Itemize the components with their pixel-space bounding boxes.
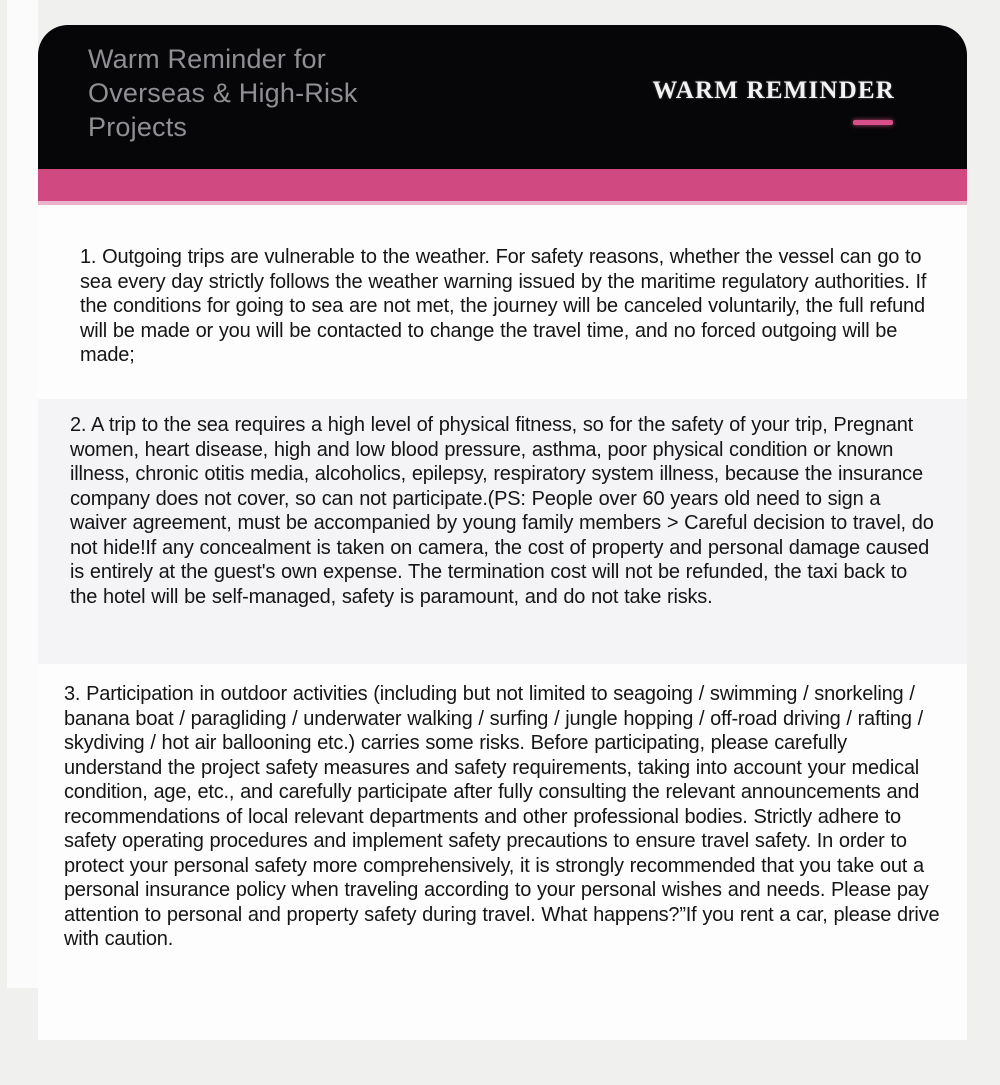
brand-wordmark: WARM REMINDER xyxy=(652,77,895,104)
notice-paragraph-1: 1. Outgoing trips are vulnerable to the weather. For safety reasons, whether the vessel can go to sea every day strictly follows the weather warning issued by the maritime regulatory authorities. If the conditions for going to sea are not met, the journey will be canceled voluntarily, the full refund will be made or you will be contacted to change the travel time, and no forced outgoing will be made; xyxy=(80,246,927,366)
notice-body xyxy=(38,205,967,1040)
warm-reminder-card xyxy=(38,25,967,1040)
notice-paragraph-3: 3. Participation in outdoor activities (including but not limited to seagoing / swimming / snorkeling / banana boat / paragliding / underwater walking / surfing / jungle hopping / off-road driving / rafting / skydiving / hot air ballooning etc.) carries some risks. Before participating, please carefully understand the project safety measures and safety requirements, taking into account your medical condition, age, etc., and carefully participate after fully consulting the relevant announcements and recommendations of local relevant departments and other professional bodies. Strictly adhere to safety operating procedures and implement safety precautions to ensure travel safety. In order to protect your personal safety more comprehensively, it is strongly recommended that you take out a personal insurance policy when traveling according to your personal wishes and needs. Please pay attention to personal and property safety during travel. What happens?”If you rent a car, please drive with caution. xyxy=(64,683,940,950)
pink-divider-stripe xyxy=(38,169,967,201)
brand-accent-dash xyxy=(853,120,893,125)
card-header xyxy=(38,25,967,169)
page-edge-strip xyxy=(7,0,38,988)
page-title: Warm Reminder for Overseas & High-Risk Projects xyxy=(88,44,358,142)
notice-paragraph-2: 2. A trip to the sea requires a high level of physical fitness, so for the safety of your trip, Pregnant women, heart disease, high and low blood pressure, asthma, poor physical condition or known illness, chronic otitis media, alcoholics, epilepsy, respiratory system illness, because the insurance company does not cover, so can not participate.(PS: People over 60 years old need to sign a waiver agreement, must be accompanied by young family members > Careful decision to travel, do not hide!If any concealment is taken on camera, the cost of property and personal damage caused is entirely at the guest's own expense. The termination cost will not be refunded, the taxi back to the hotel will be self-managed, safety is paramount, and do not take risks. xyxy=(38,399,967,664)
brand-block xyxy=(652,77,895,125)
